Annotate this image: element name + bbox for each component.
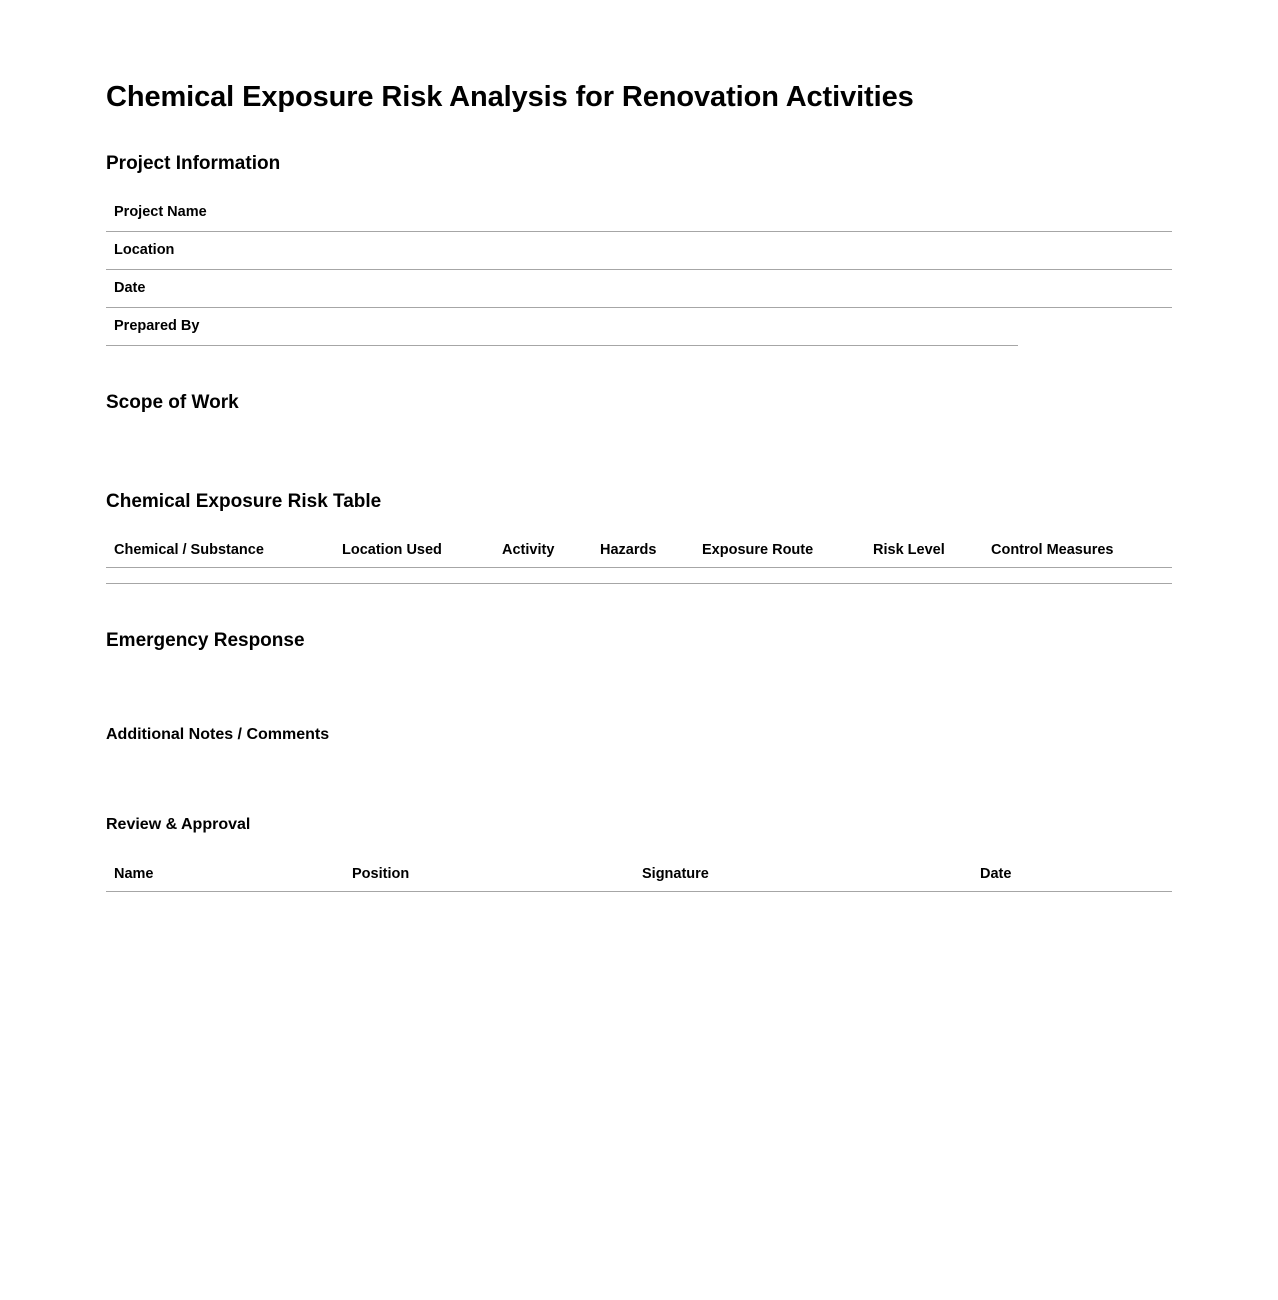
section-heading-review-approval: Review & Approval [106, 815, 251, 833]
project-info-row[interactable] [106, 232, 1172, 270]
document-content [106, 0, 1172, 892]
project-info-row[interactable] [106, 308, 1172, 346]
column-header-control-measures: Control Measures [983, 542, 1172, 568]
column-header-risk-level: Risk Level [865, 542, 983, 568]
column-header-exposure-route: Exposure Route [694, 542, 865, 568]
cell-location-used[interactable] [334, 568, 494, 584]
project-info-label-prepared-by: Prepared By [114, 317, 200, 334]
column-header-name: Name [106, 866, 344, 892]
project-info-label-date: Date [114, 279, 146, 296]
column-header-activity: Activity [494, 542, 592, 568]
table-row[interactable] [106, 568, 1172, 584]
review-approval-table [106, 866, 1172, 892]
project-info-row[interactable] [106, 194, 1172, 232]
project-information-table [106, 194, 1172, 346]
table-header-row [106, 542, 1172, 568]
section-heading-emergency-response: Emergency Response [106, 630, 305, 652]
page-title: Chemical Exposure Risk Analysis for Renovation Activities [106, 81, 914, 113]
cell-control-measures[interactable] [983, 568, 1172, 584]
table-header-row [106, 866, 1172, 892]
column-header-chemical-substance: Chemical / Substance [106, 542, 334, 568]
project-info-label-location: Location [114, 241, 175, 258]
section-heading-chemical-exposure-risk-table: Chemical Exposure Risk Table [106, 491, 382, 513]
emergency-response-body[interactable] [106, 653, 1172, 725]
chemical-exposure-risk-table [106, 542, 1172, 584]
cell-exposure-route[interactable] [694, 568, 865, 584]
column-header-signature: Signature [634, 866, 972, 892]
cell-activity[interactable] [494, 568, 592, 584]
additional-notes-body[interactable] [106, 745, 1172, 815]
section-heading-project-information: Project Information [106, 152, 281, 174]
column-header-date: Date [972, 866, 1172, 892]
project-info-label-project-name: Project Name [114, 203, 207, 220]
row-divider [106, 345, 1018, 346]
section-heading-scope-of-work: Scope of Work [106, 391, 239, 413]
cell-chemical-substance[interactable] [106, 568, 334, 584]
column-header-location-used: Location Used [334, 542, 494, 568]
column-header-hazards: Hazards [592, 542, 694, 568]
scope-of-work-body[interactable] [106, 414, 1172, 490]
column-header-position: Position [344, 866, 634, 892]
cell-hazards[interactable] [592, 568, 694, 584]
project-info-row[interactable] [106, 270, 1172, 308]
cell-risk-level[interactable] [865, 568, 983, 584]
section-heading-additional-notes: Additional Notes / Comments [106, 725, 330, 743]
